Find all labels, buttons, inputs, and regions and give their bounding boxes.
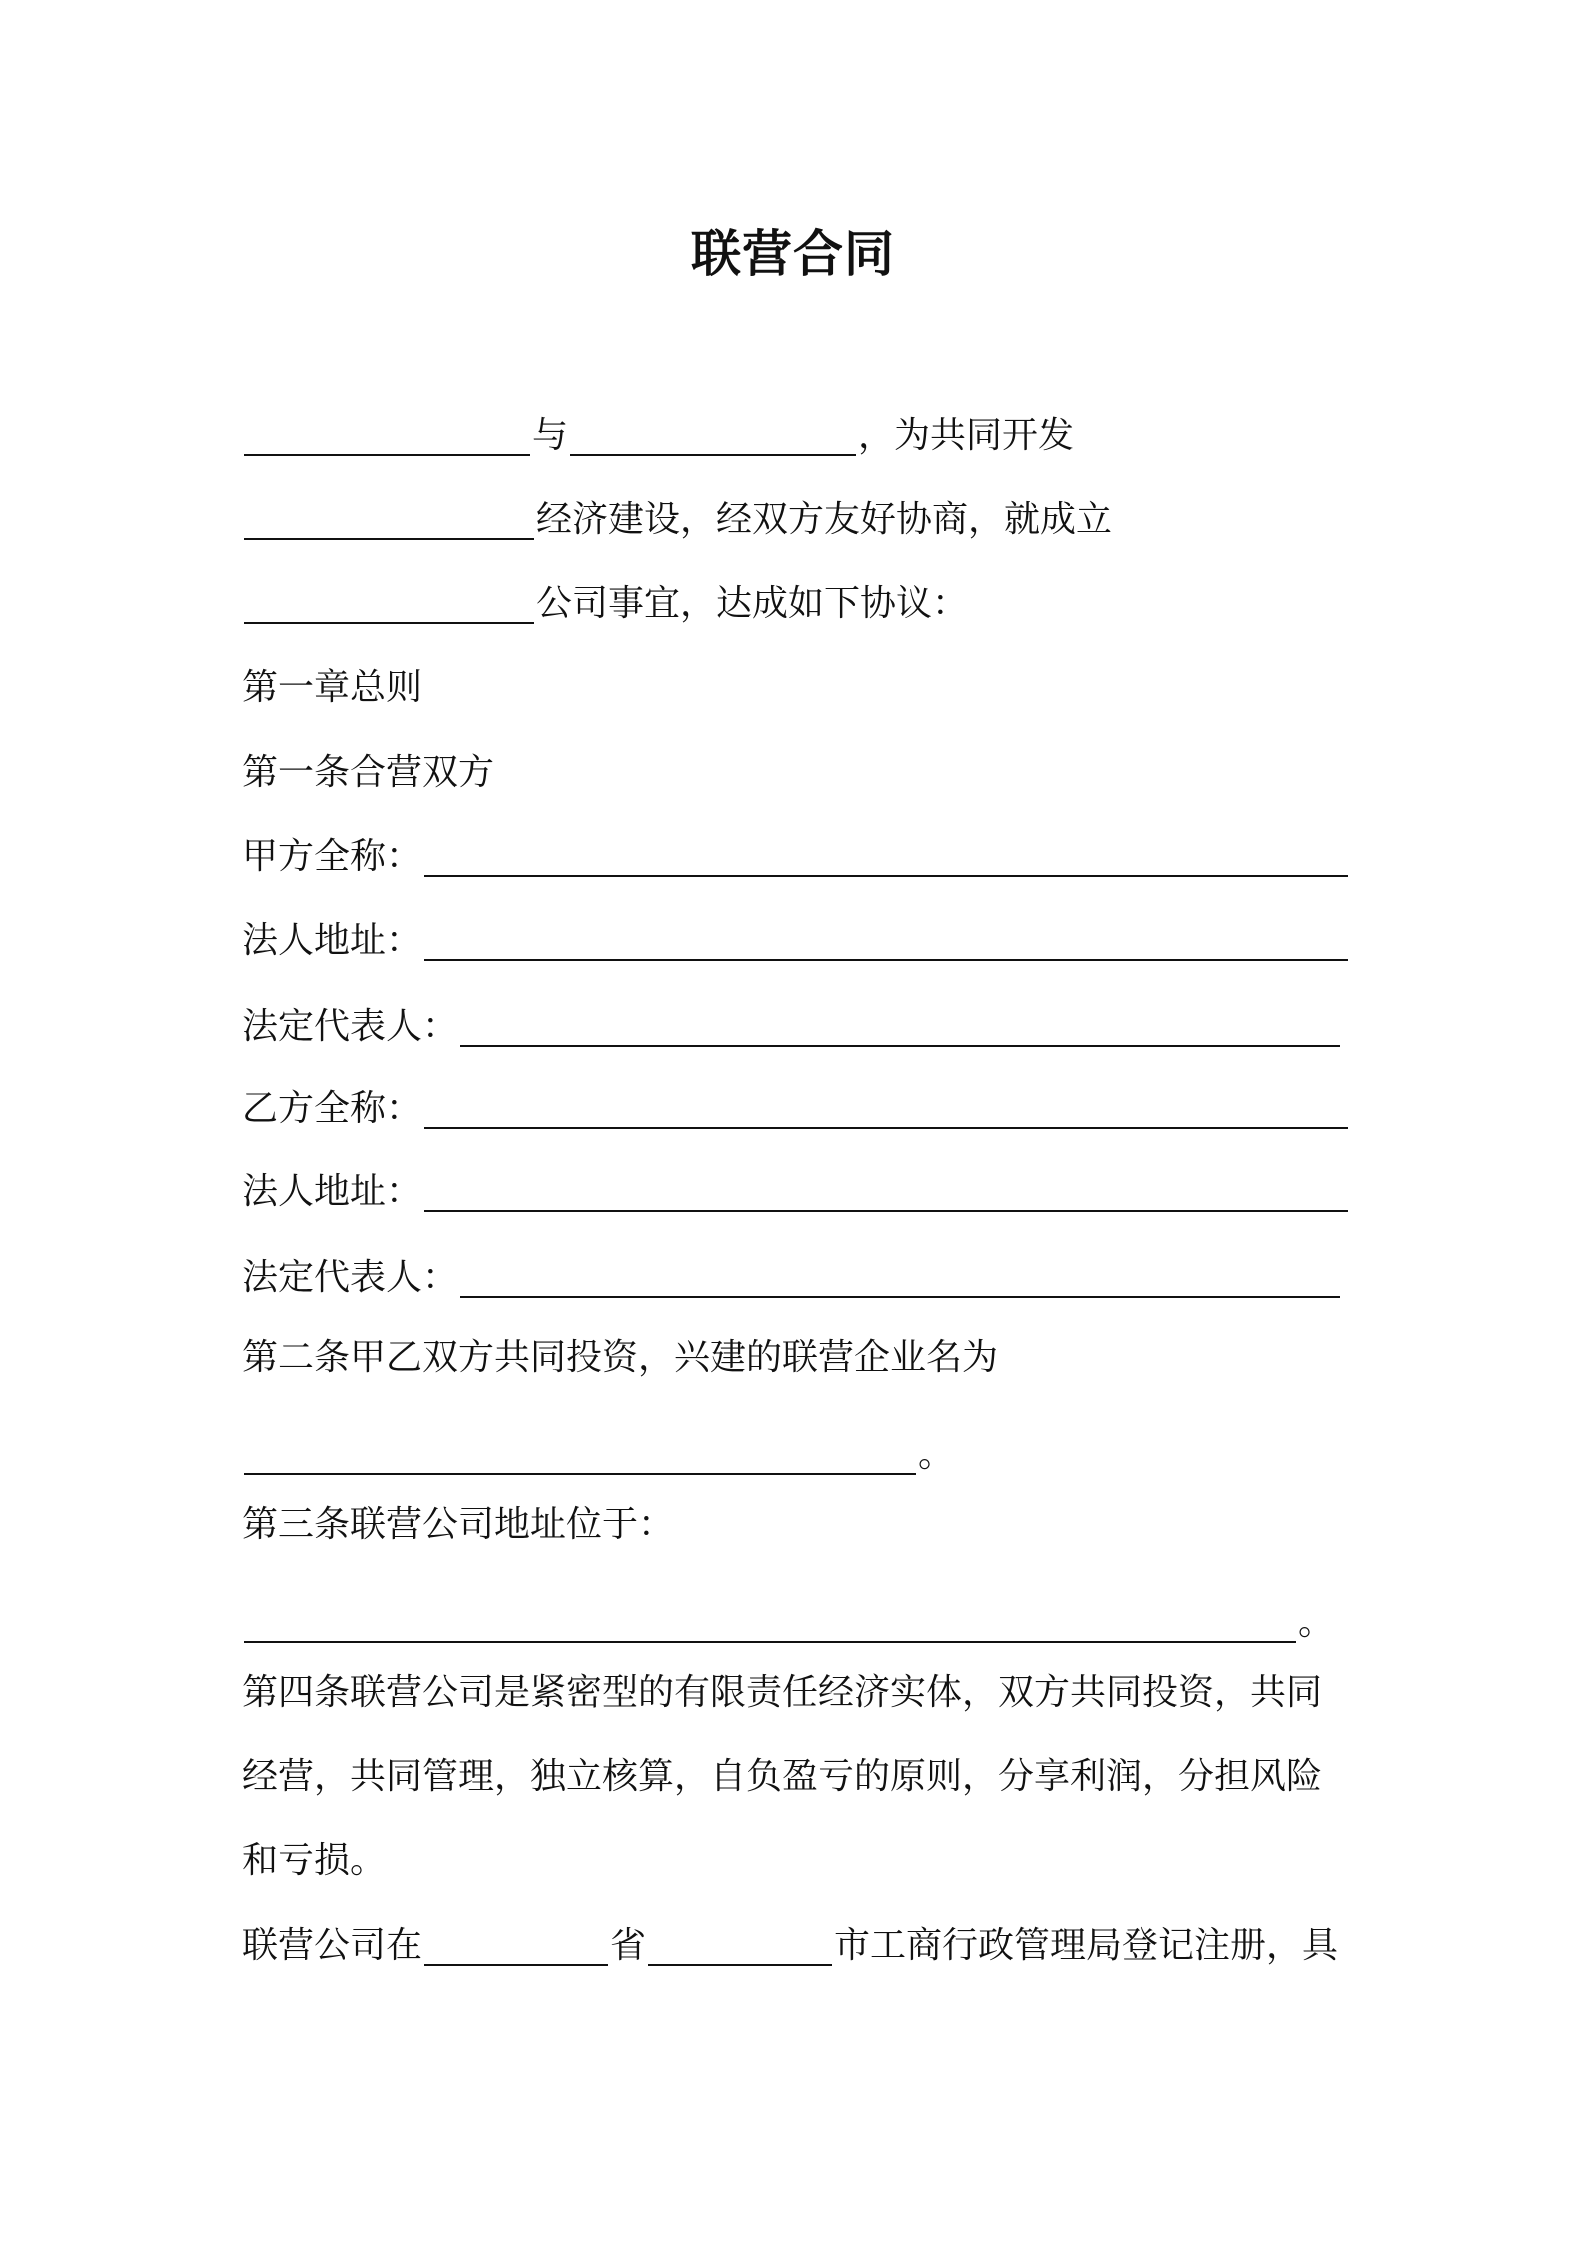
blank-party-a[interactable] xyxy=(244,420,530,456)
province-label: 省 xyxy=(610,1925,647,1966)
party-a-address-field[interactable] xyxy=(424,925,1348,961)
party-a-rep-row xyxy=(242,1003,1342,1051)
blank-party-b[interactable] xyxy=(570,420,856,456)
chapter-1-title: 第一章总则 xyxy=(242,667,423,708)
party-a-name-row xyxy=(242,833,1350,881)
party-b-address-row xyxy=(242,1168,1350,1216)
article-4-line-1 xyxy=(242,1669,1322,1717)
article-3-period: 。 xyxy=(1298,1602,1335,1643)
intro-line-2 xyxy=(242,496,1112,544)
party-a-address-row xyxy=(242,917,1350,965)
intro-line-1-tail: ，为共同开发 xyxy=(858,415,1075,456)
intro-line-3-tail: 公司事宜，达成如下协议： xyxy=(536,583,969,624)
intro-line-1 xyxy=(242,412,1074,460)
article-3 xyxy=(242,1501,674,1549)
article-2-period: 。 xyxy=(918,1434,955,1475)
party-b-name-label: 乙方全称： xyxy=(242,1088,423,1129)
article-4-text-3: 和亏损。 xyxy=(242,1840,387,1881)
party-b-name-field[interactable] xyxy=(424,1093,1348,1129)
party-a-name-field[interactable] xyxy=(424,841,1348,877)
city-field[interactable] xyxy=(648,1930,832,1966)
registration-prefix: 联营公司在 xyxy=(242,1925,423,1966)
chapter-heading xyxy=(242,664,422,712)
party-a-address-label: 法人地址： xyxy=(242,920,423,961)
enterprise-name-field[interactable] xyxy=(244,1439,916,1475)
party-b-address-field[interactable] xyxy=(424,1176,1348,1212)
article-4-text-2: 经营，共同管理，独立核算，自负盈亏的原则，分享利润，分担风险 xyxy=(242,1756,1323,1797)
article-2-text: 第二条甲乙双方共同投资，兴建的联营企业名为 xyxy=(242,1337,999,1378)
company-address-field[interactable] xyxy=(244,1607,1296,1643)
article-3-text: 第三条联营公司地址位于： xyxy=(242,1504,675,1545)
party-b-rep-label: 法定代表人： xyxy=(242,1257,459,1298)
party-a-rep-label: 法定代表人： xyxy=(242,1006,459,1047)
registration-suffix: 市工商行政管理局登记注册，具 xyxy=(834,1925,1339,1966)
article-4-line-3 xyxy=(242,1837,386,1885)
article-1-title: 第一条合营双方 xyxy=(242,752,495,793)
party-b-rep-row xyxy=(242,1254,1342,1302)
party-b-address-label: 法人地址： xyxy=(242,1171,423,1212)
article-4-line-2 xyxy=(242,1753,1322,1801)
article-3-blank-row xyxy=(242,1599,1334,1647)
party-a-rep-field[interactable] xyxy=(460,1011,1340,1047)
blank-development[interactable] xyxy=(244,504,534,540)
article-4-text-1: 第四条联营公司是紧密型的有限责任经济实体，双方共同投资，共同 xyxy=(242,1672,1323,1713)
document-title: 联营合同 xyxy=(691,225,895,283)
intro-line-2-tail: 经济建设，经双方友好协商，就成立 xyxy=(536,499,1113,540)
intro-line-3 xyxy=(242,580,968,628)
article-1-heading xyxy=(242,749,494,797)
article-2 xyxy=(242,1334,998,1382)
party-a-name-label: 甲方全称： xyxy=(242,836,423,877)
registration-line xyxy=(242,1922,1338,1970)
party-b-rep-field[interactable] xyxy=(460,1262,1340,1298)
article-2-blank-row xyxy=(242,1431,954,1479)
province-field[interactable] xyxy=(424,1930,608,1966)
intro-conj: 与 xyxy=(532,415,569,456)
blank-company[interactable] xyxy=(244,588,534,624)
party-b-name-row xyxy=(242,1085,1350,1133)
